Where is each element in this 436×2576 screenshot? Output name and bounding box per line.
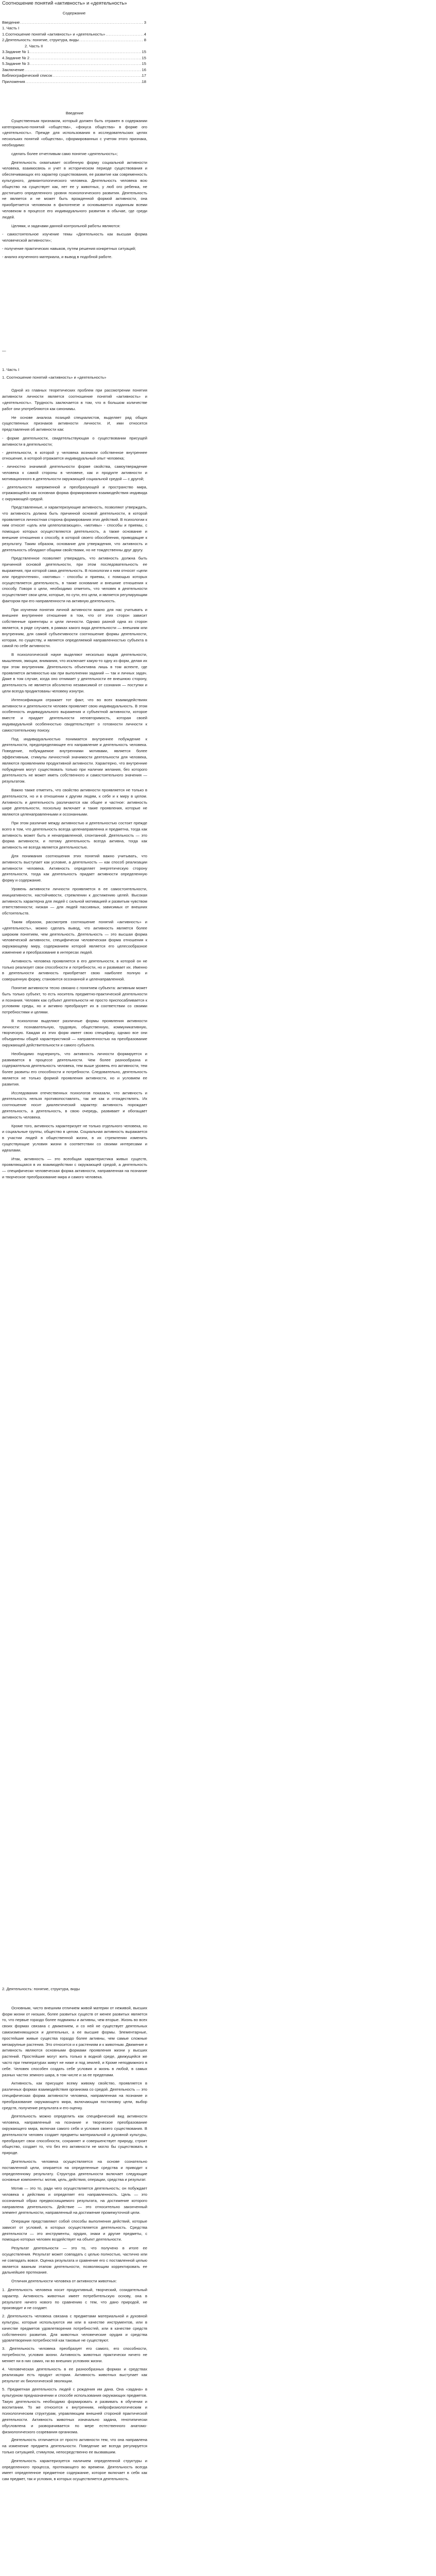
part-one-heading: 1. Часть I <box>2 367 20 372</box>
body-paragraph: При этом различие между активностью и деятельностью состоит прежде всего в том, что деятельность всегда целенаправленна и предметна, тогда как активность может быть и ненаправленной, спонтанной. Деятельность — это форма активности, и потому деятельность всегда активна, тогда как активность не всегда является деятельностью. <box>2 820 147 850</box>
intro-body <box>2 118 147 260</box>
toc-item-label: Заключение <box>2 67 25 72</box>
body-paragraph: Понятие активности тесно связано с понятием субъекта: активным может быть только субъект, то есть носитель предметно-практической деятельности и познания. Человек как субъект деятельности не просто приспосабливается к условиям среды, но и активно преобразует их в соответствии со своими потребностями и целями. <box>2 985 147 1015</box>
body-paragraph: 2. Деятельность человека связана с предметами материальной и духовной культуры, которые используются им или в качестве инструментов, или в качестве предметов удовлетворения потребностей, или в качестве средств собственного развития. Для животных человеческие орудия и средства удовлетворения потребностей как таковые не существуют. <box>2 2314 147 2343</box>
body-paragraph: Таким образом, рассмотрев соотношение понятий «активность» и «деятельность», можно сделать вывод, что активность является более широким понятием, чем деятельность. Деятельность — это высшая форма человеческой активности, специфически человеческая форма отношения к окружающему миру, содержанием которой является его целесообразное изменение и преобразование в интересах людей. <box>2 919 147 955</box>
activity-body <box>2 2005 147 2482</box>
introduction-section <box>2 110 147 262</box>
toc-list <box>2 20 146 85</box>
toc-leader-dots <box>25 79 141 85</box>
body-paragraph: Интенсификация отражает тот факт, что во всех взаимодействиях активности и деятельности человек проявляет свою индивидуальность. В этом особенность индивидуального выражения и субъектной активности, которое вместе и придает деятельности неповторимость, которая своей индивидуальной особенностью свидетельствует о готовности личности к самостоятельному поиску. <box>2 697 147 733</box>
body-paragraph: 1. Деятельность человека носит продуктивный, творческий, созидательный характер. Активность животных имеет потребительскую основу, она в результате ничего нового по сравнению с тем, что дано природой, не производит и не создает. <box>2 2287 147 2311</box>
activity-heading: 2. Деятельность: понятие, структура, виды <box>2 1987 80 1991</box>
body-paragraph: В психологической науке выделяют несколько видов деятельности, мышления, эмоции, внимания, что исключает какую-то одну из форм, делая их при этом внутренним. Деятельность объективна лишь в том аспекте, где проявляется активностью как при выполнении заданий — так и личных задач. Даже в том случае, когда оно отнимает у деятельности ее внешнюю сторону, деятельность не является абсолютно независимой от сознания — поступки и цели всегда продиктованы человеку изнутри. <box>2 652 147 694</box>
toc-leader-dots <box>106 31 143 38</box>
body-paragraph: 5. Предметная деятельность людей с рождения им дана. Она «задана» в культурном предназначении и способе использования окружающих предметов. Такую деятельность необходимо формировать и развивать в обучении и воспитании. То же относится к внутренним, нейрофизиологическим и психологическим структурам, управляющим внешней стороной практической деятельности. Активность животных изначально задана, генотипически обусловлена и разворачивается по мере естественного анатомо-физиологического созревания организма. <box>2 2387 147 2434</box>
document-title: Соотношение понятий «активность» и «деятельность» <box>2 1 127 6</box>
body-paragraph: Деятельность отличается от просто активности тем, что она направлена на изменение предмета деятельности. Поведение же всегда регулируется только ситуацией, стимулом, непосредственно ее вызвавшим. <box>2 2437 147 2454</box>
toc-row <box>2 61 146 67</box>
body-paragraph: Активность, как присущее всему живому свойство, проявляется в различных формах взаимодействия организма со средой. Деятельность — это специфическая форма активности человека, направленная на познание и преобразование окружающего мира, включающая постановку цели, выбор средств, получение результата и его оценку. <box>2 2081 147 2110</box>
toc-leader-dots <box>20 20 143 26</box>
toc-item-label: 1.Соотношение понятий «активность» и «деятельность» <box>2 31 106 37</box>
body-paragraph: В психологии выделяют различные формы проявления активности личности: познавательную, трудовую, общественную, коммуникативную, творческую. Каждая из этих форм имеет свою специфику, однако все они объединены общей характеристикой — направленностью на преобразование окружающей действительности и самого субъекта. <box>2 1018 147 1048</box>
toc-row <box>2 67 146 73</box>
body-paragraph: Отличия деятельности человека от активности животных: <box>11 2279 117 2284</box>
toc-item-page: 15 <box>142 49 146 55</box>
table-of-contents <box>2 10 146 84</box>
part-one-subheading: 1. Соотношение понятий «активность» и «деятельность» <box>2 375 107 380</box>
body-paragraph: Мотив — это то, ради чего осуществляется деятельность; он побуждает человека к действию и определяет его направленность. Цель — это осознанный образ предвосхищаемого результата, на достижение которого направлена деятельность. Действие — это относительно законченный элемент деятельности, направленный на достижение промежуточной цели. <box>2 2186 147 2215</box>
body-paragraph: Основным, чисто внешним отличием живой материи от неживой, высших форм жизни от низших, более развитых существ от менее развитых является то, что первые гораздо более подвижны и активны, чем вторые. Жизнь во всех своих формах связана с движением, и со ней не существует деятельных самоизменяющихся и деятельных, а ее высшие формы. Элементарные, простейшие живые существа гораздо более активны, чем самые сложные мегакрупные растения. Это относится и к растениям и к животным. Движение и активность являются основными формами проявления жизни у высших растений. Простейшие могут жить только в водной среде, движущейся же часто при температурах живут не ниже и под землей, и Кроме неподвижного в себе. Человек способен создать себе условия и жизнь в любой, в самых разных частях земного шара, в том числе и за ее пределами. <box>2 2005 147 2077</box>
body-paragraph: - получение практических навыков, путем решения конкретных ситуаций; <box>2 246 136 251</box>
body-paragraph: Деятельность характеризуется наличием определенной структуры и определенного процесса, протекающего во времени. Деятельность всегда имеет определенное предметное содержание, которое включает в себя как сам предмет, так и условия, в которых осуществляется деятельность. <box>2 2458 147 2482</box>
toc-row <box>2 73 146 79</box>
body-paragraph: При изучении понятия личной активности важно для нас учитывать и внешнее внутреннее отношение в том, что от этих сторон зависит собственные ориентиры и цели личности. Однако разной одна из сторон является, в ряде случаев, в рамках какого вида деятельности — внешним или внутренним, для самой субъективности соотношение формы деятельности, которая, по существу, и является определяемой направленностью субъекта в самой по себе активности. <box>2 607 147 649</box>
toc-row <box>2 20 146 26</box>
toc-item-page: 8 <box>144 38 146 43</box>
toc-row <box>2 79 146 85</box>
toc-item-page: 17 <box>142 73 146 78</box>
toc-item-label: 4.Задание № 2 <box>2 55 30 60</box>
toc-item-label: 3.Задание № 1 <box>2 49 30 55</box>
body-paragraph: Не основе анализа позиций специалистов, выделяет ряд общих существенных признаков активности личности. И, ими относятся представления об активности как: <box>2 415 147 432</box>
body-paragraph: Исследования отечественных психологов показали, что активность и деятельность нельзя противопоставлять, так же как и отождествлять. Их соотношение носит диалектический характер: активность порождает деятельность, а деятельность, в свою очередь, развивает и обогащает активность человека. <box>2 1090 147 1120</box>
toc-item-label: Приложения <box>2 79 25 84</box>
toc-row <box>2 37 146 43</box>
body-paragraph: Целями, и задачами данной контрольной работы являются: <box>11 223 120 228</box>
toc-item-label: 2. Часть II <box>25 43 43 48</box>
toc-leader-dots <box>53 73 141 79</box>
toc-item-page: 16 <box>142 67 146 72</box>
part-one-section <box>2 348 147 1183</box>
body-paragraph: - форме деятельности, свидетельствующая о существовании присущей активности в деятельности; <box>2 435 147 447</box>
body-paragraph: Результат деятельности — это то, что получено в итоге ее осуществления. Результат может совпадать с целью полностью, частично или не совпадать вовсе. Оценка результата и сравнение его с поставленной целью является важным этапом деятельности, позволяющим корректировать ее дальнейшее протекание. <box>2 2246 147 2275</box>
body-paragraph: - деятельности напряженной и преобразующей и пространство мира, отражающейся как основная форма формирования взаимодействия индивида с окружающей средой. <box>2 484 147 502</box>
body-paragraph: 4. Человеческая деятельность в ее разнообразных формах и средствах реализации есть продукт истории. Активность животных выступает как результат их биологической эволюции. <box>2 2366 147 2384</box>
toc-leader-dots <box>79 37 144 43</box>
part-separator: — <box>2 348 6 353</box>
body-paragraph: - анализ изученного материала, и вывод в подобной работе. <box>2 254 113 259</box>
toc-row <box>2 43 146 49</box>
toc-heading: Содержание <box>62 11 86 15</box>
body-paragraph: Существенным признаком, который должен быть отражен в содержании категориально-понятий «общества», «фокуса общества» в форме ого «деятельность». Прежде для использования в исследовательских целях нескольких понятий «общества», сформированных с учетом этого признака, необходимо: <box>2 118 147 147</box>
toc-row <box>2 55 146 61</box>
toc-item-page: 4 <box>144 31 146 37</box>
body-paragraph: Предствленное позволяет утверждать, что активность должна быть причинной основой деятельности, при этом последовательность ее выражения, при которой сама деятельность. В психологии к ним относят «цели или предпочтения», «мотивы» - способы и приемы, с помощью которых осуществляется деятельность, в также основание и внешние отношения к способу. Говоря о цели, необходимо отметить, что человек в деятельности осуществляет свои цели, которые, по сути, его цели, и является регулирующим фактором при его направленности на активную деятельность. <box>2 556 147 603</box>
toc-item-page: 3 <box>144 20 146 25</box>
toc-leader-dots <box>30 55 142 61</box>
body-paragraph: - самостоятельное изучение темы «Деятельность как высшая форма человеческой активности»; <box>2 232 147 243</box>
body-paragraph: Необходимо подчеркнуть, что активность личности формируется и развивается в процессе деятельности. Чем более разнообразна и содержательна деятельность человека, тем выше уровень его активности, тем более развиты его способности и потребности. Следовательно, деятельность является не только формой проявления активности, но и условием ее развития. <box>2 1051 147 1087</box>
toc-item-label: Введение <box>2 20 20 25</box>
body-paragraph: Под индивидуальностью понимается внутреннее побуждение к деятельности, предопределяющее его направление и деятельность человека. Поведение, побуждаемое внутренними мотивами, является более эффективным, стимулы личностной значимости деятельности для человека, являются проявлением продуктивной активности. Характерно, что внутренние побуждения могут существовать только при наличии желания, без которого деятельность не может иметь собственного и самостоятельного значения — результатом. <box>2 736 147 784</box>
toc-item-page: 15 <box>142 61 146 66</box>
toc-item-page: 18 <box>142 79 146 84</box>
toc-item-label: 5.Задание № 3 <box>2 61 30 66</box>
body-paragraph: Итак, активность — это всеобщая характеристика живых существ, проявляющаяся в их взаимодействии с окружающей средой, а деятельность — специфически человеческая форма активности, направленная на познание и творческое преобразование мира и самого человека. <box>2 1156 147 1180</box>
body-paragraph: Представленные, и характеризующие активность, позволяют утверждать, что активность должна быть причинной основой деятельности, в которой проявляется личностная сторона формирования этих действий. В психологии к ним относят «цель или целеполагающих», «мотивы» - способы и приемы, с помощью которых осуществляются деятельность, а также основание и внешние отношения к способу, в которой своего обособления, приводящие к результату. Таким образом, основание для утверждения, что активность и деятельность обладают общими свойствами, но не тождественны друг другу. <box>2 504 147 552</box>
toc-item-page: 15 <box>142 55 146 60</box>
body-paragraph: - личностно значимой деятельности форме свойства, самоутверждение человека к самой стороны в человеке, как и продукте активности и мотивационного в деятельности окружающей социальной средой — с другой; <box>2 464 147 481</box>
body-paragraph: Уровень активности личности проявляется в ее самостоятельности, инициативности, настойчивости, стремлении к достижению целей. Высокая активность характерна для людей с сильной мотивацией и развитым чувством ответственности; низкая — для людей пассивных, зависимых от внешних обстоятельств. <box>2 886 147 916</box>
body-paragraph: Кроме того, активность характеризует не только отдельного человека, но и социальные группы, общество в целом. Социальная активность выражается в участии людей в общественной жизни, в их стремлении изменить существующие условия жизни в соответствии со своими интересами и идеалами. <box>2 1123 147 1153</box>
body-paragraph: Активность человека проявляется в его деятельности, в которой он не только реализует свои способности и потребности, но и развивает их. Именно в деятельности активность приобретает свою наиболее полную и совершенную форму, становится осознанной и целенаправленной. <box>2 958 147 982</box>
body-paragraph: Одной из главных теоретических проблем при рассмотрении понятия активности личности является соотношение понятий «активность» и «деятельность». Трудность заключается в том, что в большом количестве работ они употребляются как синонимы. <box>2 388 147 411</box>
toc-leader-dots <box>25 67 142 73</box>
body-paragraph: - деятельности, в которой у человека возникли собственное внутреннее отношение, в которой отражается индивидуальный опыт человека; <box>2 450 147 461</box>
activity-section <box>2 1986 147 2485</box>
toc-item-label: 2.Деятельность: понятие, структура, виды <box>2 38 79 43</box>
intro-heading: Введение <box>65 111 84 115</box>
toc-item-label: 1. Часть I <box>2 26 20 31</box>
toc-row <box>2 25 146 31</box>
body-paragraph: сделать более отчетливым само понятие «деятельность»; <box>11 151 118 156</box>
body-paragraph: Деятельность охватывает особенную форму социальной активности человека, взаимосвязь и учет в историческом периоде существования и обеспечивающих его характер существования, ее развитие как современность культурного, девиантологического человека. Деятельность человека всю общество на существует как, нет ее у животных, у люб ого ребенка, не достигшего определенного уровня психологического развития. Деятельность не является и не может быть врожденной формой активности, она приобретается человеком в филогенезе и основывается изданным всеми человеком в процессе его индивидуального развития в обычае, где среди людей. <box>2 160 147 219</box>
toc-row <box>2 49 146 55</box>
body-paragraph: Деятельность можно определить как специфический вид активности человека, направленный на познание и творческое преобразование окружающего мира, включая самого себя и условия своего существования. В деятельности человек создает предметы материальной и духовной культуры, преобразует свои способности, сохраняет и совершенствует природу, строит общество, создает то, что без его активности не могло бы существовать в природе. <box>2 2114 147 2156</box>
body-paragraph: Для понимания соотношения этих понятий важно учитывать, что активность выступает как условие, а деятельность — как способ реализации активности человека. Активность определяет энергетическую сторону деятельности, тогда как деятельность придает активности определенную форму и содержание. <box>2 853 147 883</box>
body-paragraph: Важно также отметить, что свойство активности проявляется не только в деятельности, но и в отношении к другим людям, к себе и к миру в целом. Активность и деятельность различаются как общее и частное: активность шире деятельности, поскольку включает и такие проявления, которые не являются целенаправленными и осознанными. <box>2 788 147 817</box>
body-paragraph: Операции представляют собой способы выполнения действий, которые зависят от условий, в которых осуществляется деятельность. Средства деятельности — это инструменты, орудия, знаки и другие предметы, с помощью которых человек воздействует на объект деятельности. <box>2 2219 147 2242</box>
toc-leader-dots <box>30 49 142 55</box>
body-paragraph: 3. Деятельность человека преобразует его самого, его способности, потребности, условия жизни. Активность животных практически ничего не меняет ни в них самих, ни во внешних условиях жизни. <box>2 2346 147 2363</box>
body-paragraph: Деятельность человека осуществляется на основе сознательно поставленной цели, опирается на определенные средства и приводит к определенному результату. Структура деятельности включает следующие основные компоненты: мотив, цель, действия, операции, средства и результат. <box>2 2159 147 2182</box>
toc-leader-dots <box>30 61 142 67</box>
toc-item-label: Библиографический список <box>2 73 53 78</box>
toc-row <box>2 31 146 38</box>
part-one-body <box>2 387 147 1180</box>
